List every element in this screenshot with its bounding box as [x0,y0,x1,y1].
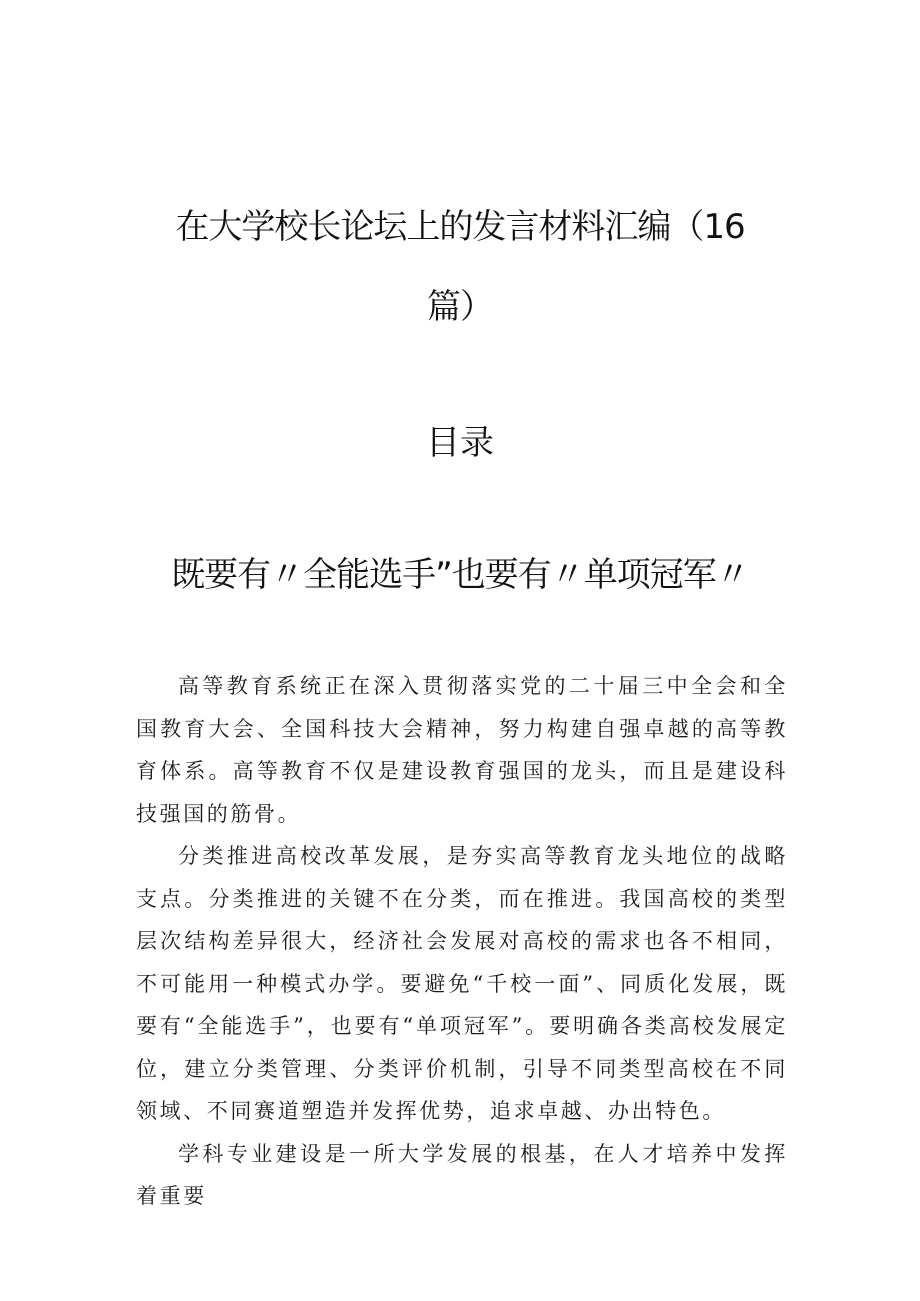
paragraph-2: 分类推进高校改革发展，是夯实高等教育龙头地位的战略支点。分类推进的关键不在分类，而在推进。我国高校的类型层次结构差异很大，经济社会发展对高校的需求也各不相同，不可能用一种模式办学。要避免“千校一面”、同质化发展，既要有“全能选手”，也要有“单项冠军”。要明确各类高校发展定位，建立分类管理、分类评价机制，引导不同类型高校在不同领域、不同赛道塑造并发挥优势，追求卓越、办出特色。 [136,844,788,1123]
document-title-line-2: 篇） [427,287,493,327]
table-of-contents-heading: 目录 [426,423,494,463]
paragraph-1: 高等教育系统正在深入贯彻落实党的二十届三中全会和全国教育大会、全国科技大会精神，努力构建自强卓越的高等教育体系。高等教育不仅是建设教育强国的龙头，而且是建设科技强国的筋骨。 [136,674,788,826]
paragraph-3: 学科专业建设是一所大学发展的根基，在人才培养中发挥着重要 [136,1141,788,1208]
document-title-line-1: 在大学校长论坛上的发言材料汇编（16 [175,207,745,247]
body-text [136,665,788,1218]
section-heading: 既要有〃全能选手”也要有〃单项冠军〃 [171,555,749,595]
